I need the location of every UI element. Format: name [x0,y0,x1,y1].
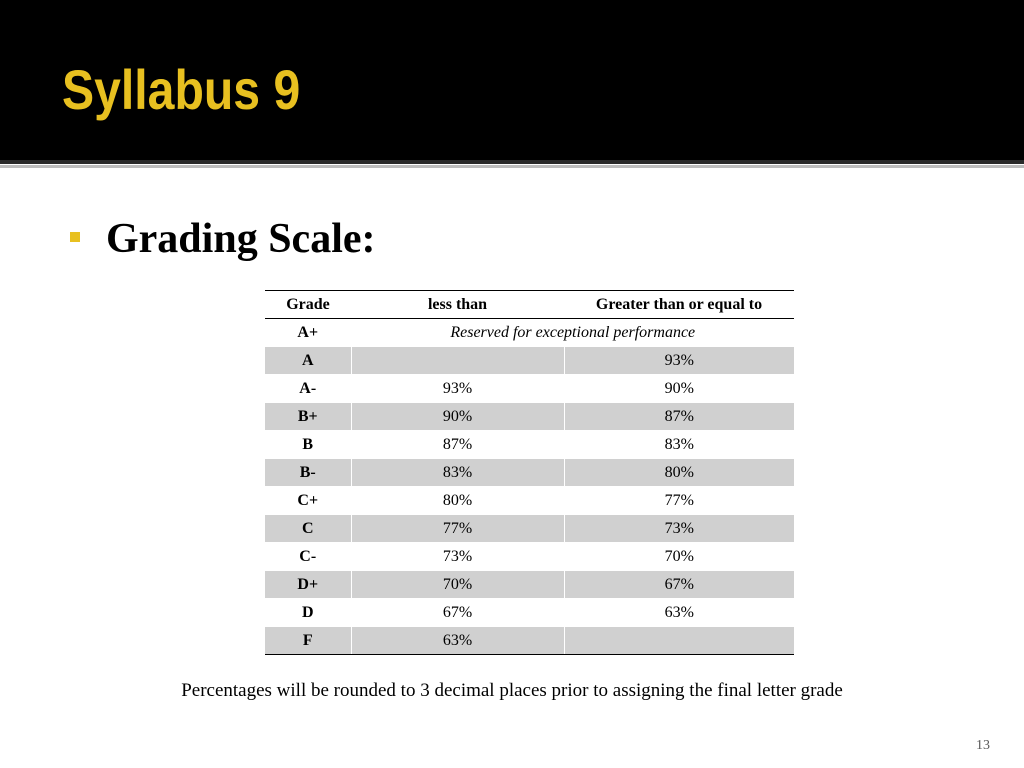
greater-equal-cell: 90% [564,375,794,403]
table-row [265,515,794,543]
grade-cell: B+ [265,403,351,431]
greater-equal-cell: 67% [564,571,794,599]
bullet-text: Grading Scale: [106,216,376,262]
less-than-cell: 83% [351,459,564,487]
less-than-cell: 73% [351,543,564,571]
greater-equal-cell: 87% [564,403,794,431]
table-row [265,347,794,375]
title-divider-shadow [0,165,1024,168]
grade-cell: B [265,431,351,459]
table-row [265,571,794,599]
less-than-cell: 87% [351,431,564,459]
table-row [265,375,794,403]
less-than-cell: 77% [351,515,564,543]
header-greater-equal: Greater than or equal to [564,291,794,319]
header-less-than: less than [351,291,564,319]
less-than-cell: 80% [351,487,564,515]
table-row [265,319,794,347]
note-cell: Reserved for exceptional performance [351,319,794,347]
grading-scale-table [265,290,794,655]
title-divider [0,160,1024,164]
slide-title: Syllabus 9 [62,58,301,121]
less-than-cell: 63% [351,627,564,655]
less-than-cell [351,347,564,375]
greater-equal-cell: 70% [564,543,794,571]
footnote: Percentages will be rounded to 3 decimal places prior to assigning the final letter grade [181,680,843,701]
less-than-cell: 70% [351,571,564,599]
greater-equal-cell: 77% [564,487,794,515]
greater-equal-cell: 93% [564,347,794,375]
grade-cell: D+ [265,571,351,599]
greater-equal-cell [564,627,794,655]
less-than-cell: 67% [351,599,564,627]
greater-equal-cell: 73% [564,515,794,543]
grade-cell: A [265,347,351,375]
grade-cell: B- [265,459,351,487]
table-row [265,627,794,655]
grade-cell: F [265,627,351,655]
title-bar [0,0,1024,160]
grade-cell: C+ [265,487,351,515]
grade-cell: C [265,515,351,543]
table-row [265,543,794,571]
table-row [265,431,794,459]
grade-cell: A+ [265,319,351,347]
less-than-cell: 90% [351,403,564,431]
square-bullet-icon [70,232,80,242]
page-number: 13 [976,738,990,753]
less-than-cell: 93% [351,375,564,403]
table-row [265,487,794,515]
grade-cell: A- [265,375,351,403]
table-row [265,459,794,487]
header-grade: Grade [265,291,351,319]
greater-equal-cell: 63% [564,599,794,627]
grade-cell: D [265,599,351,627]
grade-cell: C- [265,543,351,571]
greater-equal-cell: 80% [564,459,794,487]
table-header-row [265,291,794,319]
table-row [265,403,794,431]
table-row [265,599,794,627]
greater-equal-cell: 83% [564,431,794,459]
